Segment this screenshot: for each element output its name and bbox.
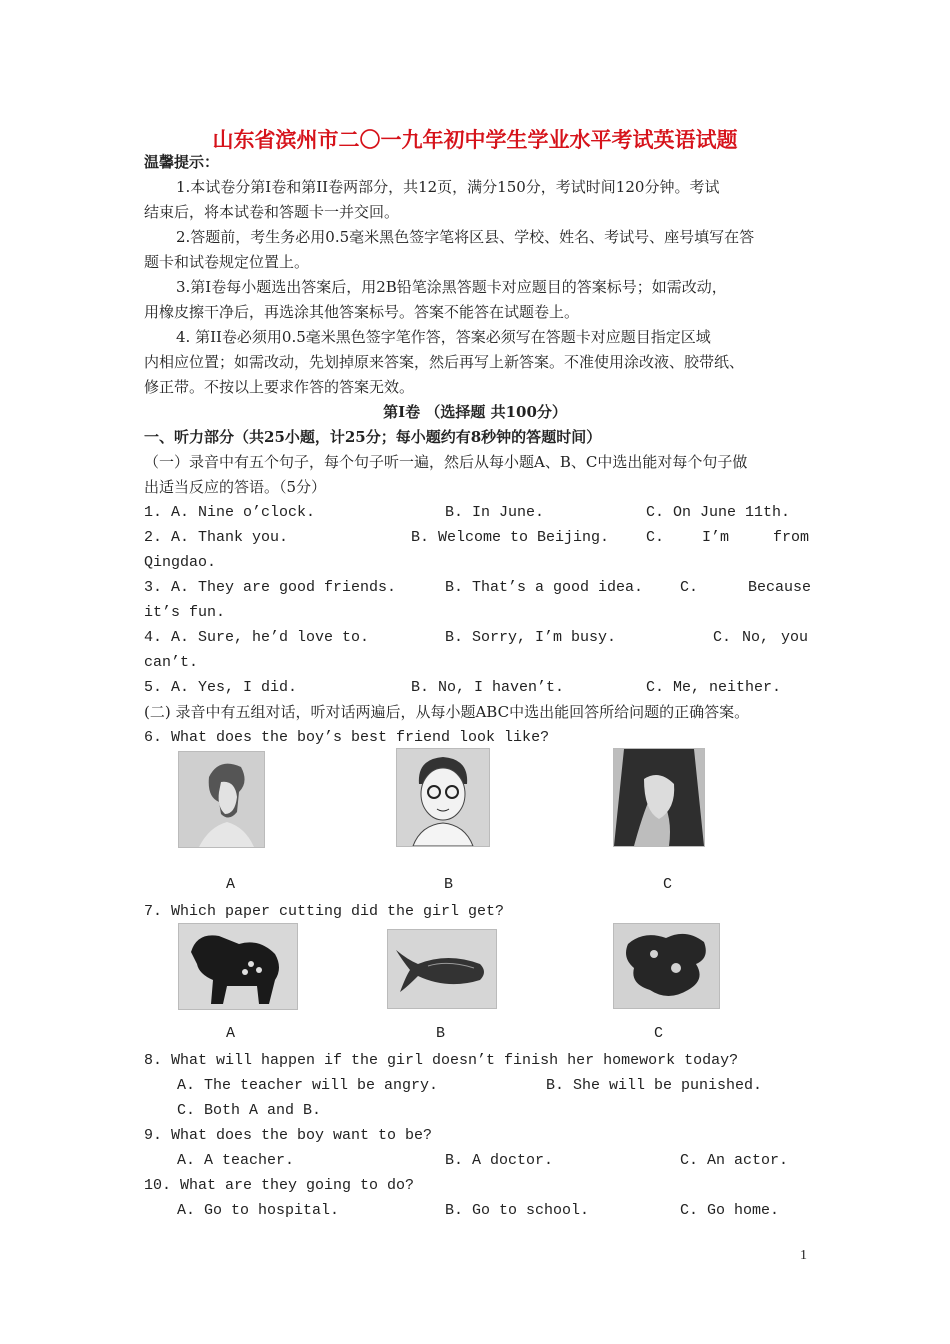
q7-label-c: C	[654, 1025, 664, 1042]
q7-label-a: A	[226, 1025, 236, 1042]
q4-option-c-label: C.	[713, 629, 732, 646]
q5-option-a: 5. A. Yes, I did.	[144, 679, 298, 696]
tip-2-line-2: 题卡和试卷规定位置上。	[144, 253, 310, 271]
q4-option-b: B. Sorry, I’m busy.	[445, 629, 617, 646]
q7-question: 7. Which paper cutting did the girl get?	[144, 903, 505, 920]
q6-image-c	[613, 748, 705, 847]
sub-section-1-line-2: 出适当反应的答语。（5分）	[144, 478, 327, 496]
fish-paper-cutting-icon	[388, 930, 496, 1008]
q8-option-c: C. Both A and B.	[177, 1102, 322, 1119]
q5-option-c: C. Me, neither.	[646, 679, 782, 696]
tip-3-line-1: 3.第Ⅰ卷每小题选出答案后，用2B铅笔涂黑答题卡对应题目的答案标号；如需改动，	[176, 278, 727, 296]
q2-option-b: B. Welcome to Beijing.	[411, 529, 610, 546]
q2-option-c-word-2: from	[773, 529, 810, 546]
tip-3-line-2: 用橡皮擦干净后，再选涂其他答案标号。答案不能答在试题卷上。	[144, 303, 580, 321]
q1-option-b: B. In June.	[445, 504, 545, 521]
q9-option-c: C. An actor.	[680, 1152, 789, 1169]
q3-option-b: B. That’s a good idea.	[445, 579, 644, 596]
tip-4-line-1: 4. 第II卷必须用0.5毫米黑色签字笔作答，答案必须写在答题卡对应题目指定区域	[176, 328, 711, 346]
q3-option-c-label: C.	[680, 579, 699, 596]
q2-option-c-word-1: I’m	[702, 529, 730, 546]
tip-4-line-3: 修正带。不按以上要求作答的答案无效。	[144, 378, 415, 396]
q7-image-a	[178, 923, 298, 1010]
q6-label-b: B	[444, 876, 454, 893]
q1-option-c: C. On June 11th.	[646, 504, 791, 521]
q10-option-a: A. Go to hospital.	[177, 1202, 340, 1219]
long-hair-portrait-icon	[614, 749, 704, 846]
q2-option-a: 2. A. Thank you.	[144, 529, 289, 546]
boy-with-glasses-icon	[397, 749, 489, 846]
sub-section-2-heading: (二) 录音中有五组对话，听对话两遍后，从每小题ABC中选出能回答所给问题的正确答案。	[144, 703, 750, 721]
q6-image-a	[178, 751, 265, 848]
q5-option-b: B. No, I haven’t.	[411, 679, 565, 696]
q7-image-c	[613, 923, 720, 1009]
tip-2-line-1: 2.答题前，考生务必用0.5毫米黑色签字笔将区县、学校、姓名、考试号、座号填写在答	[176, 228, 755, 246]
q6-question: 6. What does the boy’s best friend look like?	[144, 729, 550, 746]
q9-question: 9. What does the boy want to be?	[144, 1127, 433, 1144]
q8-option-a: A. The teacher will be angry.	[177, 1077, 439, 1094]
q6-label-a: A	[226, 876, 236, 893]
q3-option-c-word-1: Because	[748, 579, 812, 596]
section-heading: 第Ⅰ卷 （选择题 共100分）	[383, 403, 567, 421]
q4-option-c-word-1: No,	[742, 629, 770, 646]
q9-option-a: A. A teacher.	[177, 1152, 295, 1169]
q6-image-b	[396, 748, 490, 847]
boy-portrait-icon	[179, 752, 264, 847]
q8-question: 8. What will happen if the girl doesn’t finish her homework today?	[144, 1052, 739, 1069]
q8-option-b: B. She will be punished.	[546, 1077, 763, 1094]
q1-option-a: 1. A. Nine o’clock.	[144, 504, 316, 521]
page-number: 1	[800, 1248, 807, 1263]
tip-1-line-2: 结束后，将本试卷和答题卡一并交回。	[144, 203, 400, 221]
listening-part-heading: 一、听力部分（共25小题，计25分；每小题约有8秒钟的答题时间）	[144, 428, 602, 446]
dog-paper-cutting-icon	[179, 924, 297, 1009]
q6-label-c: C	[663, 876, 673, 893]
q2-option-c-label: C.	[646, 529, 665, 546]
q3-option-c-continued: it’s fun.	[144, 604, 226, 621]
q2-option-c-continued: Qingdao.	[144, 554, 217, 571]
tip-1-line-1: 1.本试卷分第Ⅰ卷和第II卷两部分，共12页，满分150分，考试时间120分钟。考试	[176, 178, 720, 196]
page-title: 山东省滨州市二〇一九年初中学生学业水平考试英语试题	[212, 127, 738, 152]
q10-option-c: C. Go home.	[680, 1202, 780, 1219]
q9-option-b: B. A doctor.	[445, 1152, 554, 1169]
sub-section-1-line-1: （一）录音中有五个句子，每个句子听一遍，然后从每小题A、B、C中选出能对每个句子做	[144, 453, 748, 471]
q4-option-c-word-2: you	[781, 629, 809, 646]
q7-image-b	[387, 929, 497, 1009]
tips-heading: 温馨提示：	[144, 153, 220, 171]
q4-option-c-continued: can’t.	[144, 654, 199, 671]
dragon-paper-cutting-icon	[614, 924, 719, 1008]
q4-option-a: 4. A. Sure, he’d love to.	[144, 629, 370, 646]
q3-option-a: 3. A. They are good friends.	[144, 579, 397, 596]
q7-label-b: B	[436, 1025, 446, 1042]
q10-question: 10. What are they going to do?	[144, 1177, 415, 1194]
tip-4-line-2: 内相应位置；如需改动，先划掉原来答案，然后再写上新答案。不准使用涂改液、胶带纸、	[144, 353, 745, 371]
q10-option-b: B. Go to school.	[445, 1202, 590, 1219]
